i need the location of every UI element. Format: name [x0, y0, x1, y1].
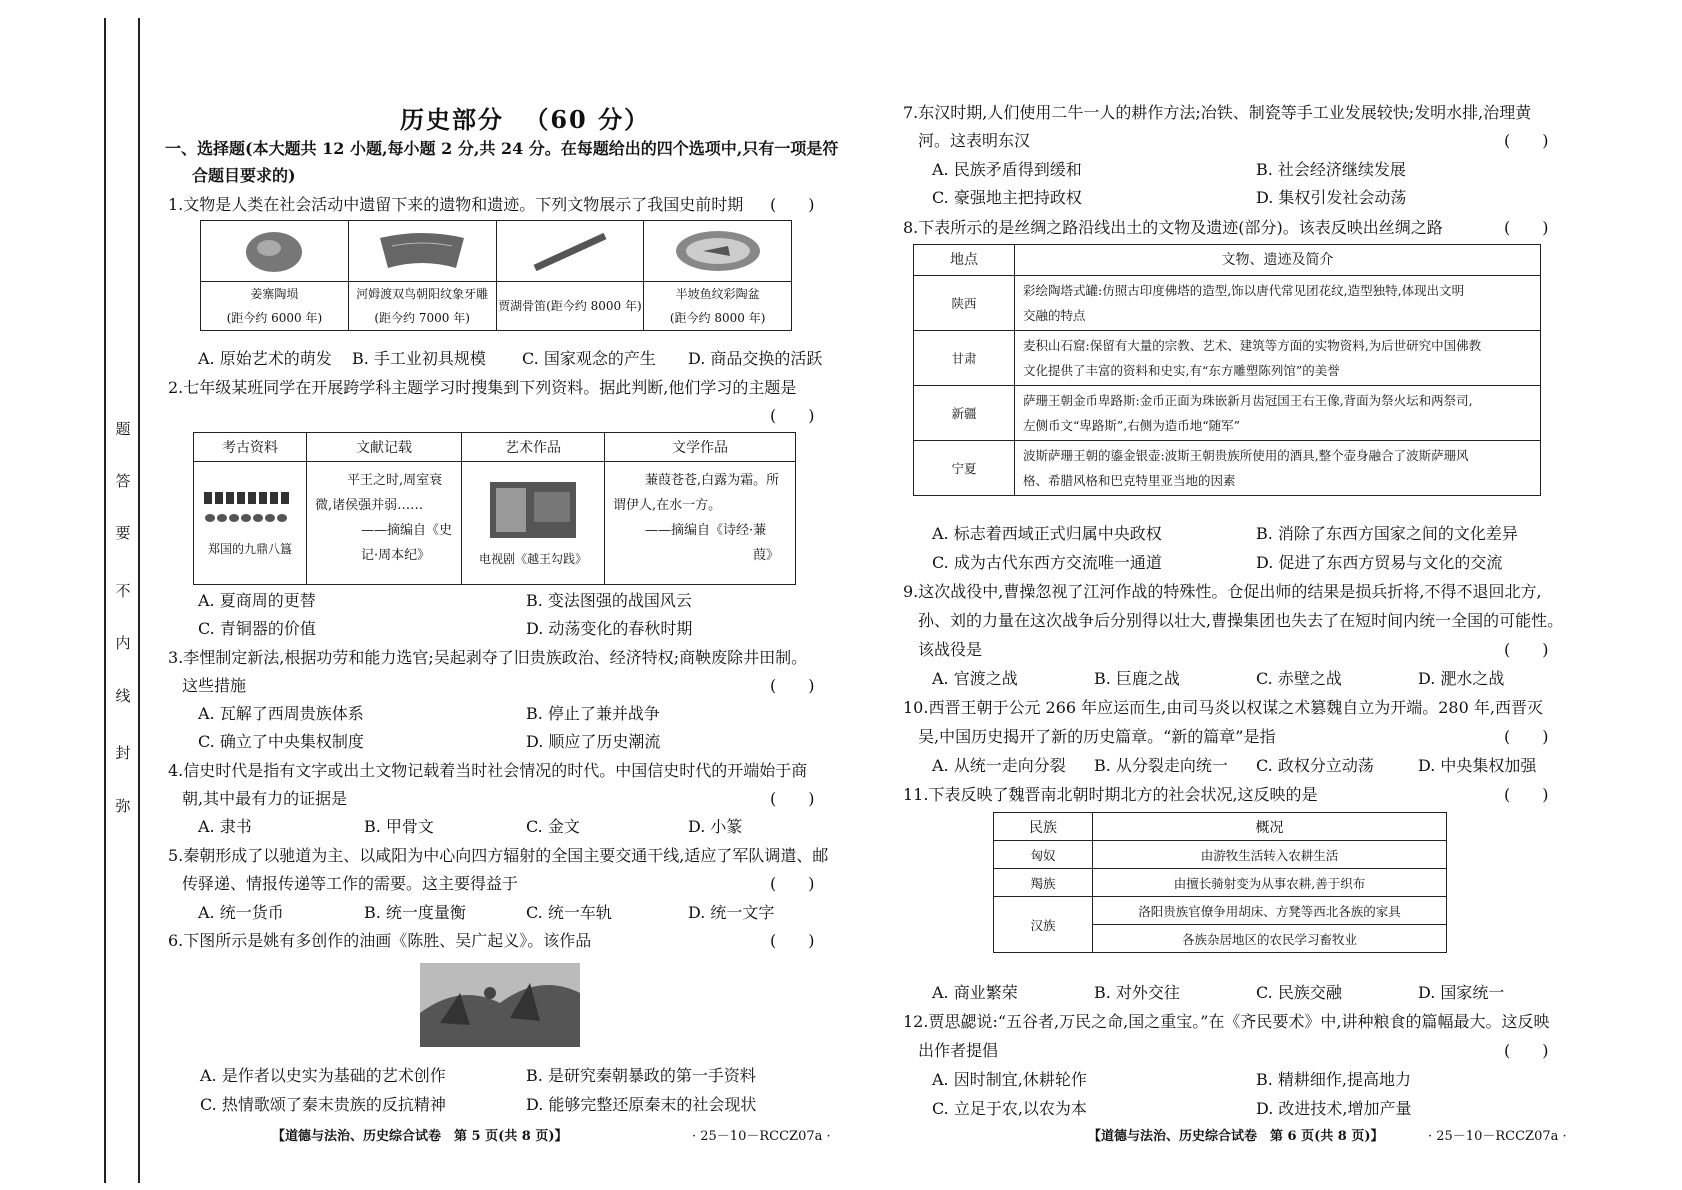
q3-option-a[interactable]: A. 瓦解了西周贵族体系 — [198, 704, 364, 723]
seal-char: 要 — [115, 524, 131, 542]
q2-header: 艺术作品 — [462, 433, 605, 462]
table-row — [914, 276, 1541, 331]
ethnic-group: 匈奴 — [994, 841, 1093, 869]
artifact-name: 贾湖骨笛(距今约 8000 年) — [498, 299, 642, 313]
q12-option-d[interactable]: D. 改进技术,增加产量 — [1256, 1099, 1412, 1118]
q10-option-d[interactable]: D. 中央集权加强 — [1418, 756, 1537, 775]
question-4-cont: 朝,其中最有力的证据是 — [182, 789, 348, 808]
q11-header: 民族 — [994, 813, 1093, 841]
page-footer: 【道德与法治、历史综合试卷 第 5 页(共 8 页)】 — [272, 1129, 568, 1144]
question-12-cont: 出作者提倡 — [918, 1041, 999, 1060]
q2-option-b[interactable]: B. 变法图强的战国风云 — [526, 591, 692, 610]
q1-caption — [348, 282, 496, 331]
seal-char: 弥 — [115, 797, 131, 815]
answer-paren: ( ) — [1504, 218, 1549, 237]
archaeology-caption: 郑国的九鼎八簋 — [207, 542, 292, 556]
q6-option-a[interactable]: A. 是作者以史实为基础的艺术创作 — [200, 1066, 446, 1085]
seal-char: 题 — [115, 420, 131, 438]
question-9-cont: 孙、刘的力量在这次战争后分别得以壮大,曹操集团也失去了在短时间内统一全国的可能性。 — [918, 611, 1564, 630]
q7-option-c[interactable]: C. 豪强地主把持政权 — [932, 188, 1082, 207]
q9-option-b[interactable]: B. 巨鹿之战 — [1094, 669, 1180, 688]
question-7: 7.东汉时期,人们使用二牛一人的耕作方法;冶铁、制瓷等手工业发展较快;发明水排,治理黄 — [903, 103, 1532, 122]
document-source: 记·周本纪》 — [361, 548, 431, 563]
q3-option-d[interactable]: D. 顺应了历史潮流 — [526, 732, 661, 751]
q5-option-c[interactable]: C. 统一车轨 — [526, 903, 612, 922]
pottery-xun-image — [239, 228, 309, 274]
question-5-cont: 传驿递、情报传递等工作的需要。这主要得益于 — [182, 874, 519, 893]
q4-option-c[interactable]: C. 金文 — [526, 817, 580, 836]
q8-desc-line: 彩绘陶塔式罐:仿照古印度佛塔的造型,饰以唐代常见团花纹,造型独特,体现出文明 — [1023, 283, 1465, 298]
painted-basin-image — [668, 228, 768, 274]
q8-desc — [1015, 331, 1541, 386]
seal-char: 内 — [115, 634, 131, 652]
q8-desc — [1015, 386, 1541, 441]
question-3-cont: 这些措施 — [182, 676, 247, 695]
q1-table — [200, 220, 792, 331]
q2-header: 文献记载 — [307, 433, 462, 462]
q9-option-a[interactable]: A. 官渡之战 — [932, 669, 1018, 688]
q8-desc — [1015, 276, 1541, 331]
paper-code: · 25－10－RCCZ07a · — [1428, 1129, 1567, 1144]
q11-table — [993, 812, 1447, 953]
q9-option-c[interactable]: C. 赤壁之战 — [1256, 669, 1342, 688]
literature-text: 谓伊人,在水一方。 — [613, 498, 722, 513]
question-9-cont: 该战役是 — [918, 640, 983, 659]
q12-option-c[interactable]: C. 立足于农,以农为本 — [932, 1099, 1087, 1118]
artifact-date: (距今约 6000 年) — [226, 311, 323, 325]
q8-desc-line: 交融的特点 — [1023, 308, 1086, 323]
q8-desc-line: 萨珊王朝金币卑路斯:金币正面为珠嵌新月齿冠国王右王像,背面为祭火坛和两祭司, — [1023, 393, 1473, 408]
seal-char: 答 — [115, 472, 131, 490]
q3-option-b[interactable]: B. 停止了兼并战争 — [526, 704, 660, 723]
q6-option-b[interactable]: B. 是研究秦朝暴政的第一手资料 — [526, 1066, 756, 1085]
ethnic-summary: 洛阳贵族官僚争用胡床、方凳等西北各族的家具 — [1093, 897, 1447, 925]
q11-header: 概况 — [1093, 813, 1447, 841]
q2-table — [193, 432, 796, 585]
q2-literature-cell — [605, 462, 796, 585]
table-row — [994, 897, 1447, 925]
q8-desc-line: 波斯萨珊王朝的鎏金银壶:波斯王朝贵族所使用的酒具,整个壶身融合了波斯萨珊风 — [1023, 448, 1469, 463]
artifact-name: 半坡鱼纹彩陶盆 — [675, 287, 760, 301]
q1-option-a[interactable]: A. 原始艺术的萌发 — [198, 349, 332, 368]
table-row — [994, 869, 1447, 897]
question-9: 9.这次战役中,曹操忽视了江河作战的特殊性。仓促出师的结果是损兵折将,不得不退回北方, — [903, 582, 1542, 601]
q1-image-cell — [644, 221, 792, 282]
q1-caption — [496, 282, 644, 331]
question-4: 4.信史时代是指有文字或出土文物记载着当时社会情况的时代。中国信史时代的开端始于商 — [168, 761, 808, 780]
q2-document-cell — [307, 462, 462, 585]
question-8: 8.下表所示的是丝绸之路沿线出土的文物及遗迹(部分)。该表反映出丝绸之路 — [903, 218, 1443, 237]
q1-image-cell — [348, 221, 496, 282]
section-heading-cont: 合题目要求的) — [192, 166, 296, 185]
ethnic-summary: 由擅长骑射变为从事农耕,善于织布 — [1093, 869, 1447, 897]
q8-place: 宁夏 — [914, 441, 1015, 496]
q1-option-d[interactable]: D. 商品交换的活跃 — [688, 349, 823, 368]
question-3: 3.李悝制定新法,根据功劳和能力选官;吴起剥夺了旧贵族政治、经济特权;商鞅废除井田制。 — [168, 648, 808, 667]
q5-option-a[interactable]: A. 统一货币 — [198, 903, 284, 922]
artifact-name: 姜寨陶埙 — [250, 287, 299, 301]
q1-image-cell — [201, 221, 349, 282]
question-2: 2.七年级某班同学在开展跨学科主题学习时搜集到下列资料。据此判断,他们学习的主题是 — [168, 378, 797, 397]
q8-desc-line: 麦积山石窟:保留有大量的宗教、艺术、建筑等方面的实物资料,为后世研究中国佛教 — [1023, 338, 1482, 353]
q2-header: 文学作品 — [605, 433, 796, 462]
q10-option-a[interactable]: A. 从统一走向分裂 — [932, 756, 1066, 775]
q2-option-d[interactable]: D. 动荡变化的春秋时期 — [526, 619, 693, 638]
bronze-vessels-image — [202, 488, 298, 528]
q8-table — [913, 244, 1541, 496]
artifact-date: (距今约 8000 年) — [669, 311, 766, 325]
ethnic-group: 羯族 — [994, 869, 1093, 897]
answer-paren: ( ) — [1504, 727, 1549, 746]
art-caption: 电视剧《越王勾践》 — [478, 552, 587, 566]
binding-margin — [0, 0, 150, 1190]
answer-paren: ( ) — [770, 676, 815, 695]
title-text: 历史部分 — [400, 105, 504, 134]
q7-option-d[interactable]: D. 集权引发社会动荡 — [1256, 188, 1407, 207]
oil-painting-image — [420, 963, 580, 1047]
question-10: 10.西晋王朝于公元 266 年应运而生,由司马炎以权谋之术篡魏自立为开端。280 年,西晋灭 — [903, 698, 1543, 717]
binding-line-2 — [138, 18, 140, 1183]
q9-option-d[interactable]: D. 淝水之战 — [1418, 669, 1505, 688]
page-footer: 【道德与法治、历史综合试卷 第 6 页(共 8 页)】 — [1088, 1129, 1384, 1144]
bone-flute-image — [520, 228, 620, 274]
q3-option-c[interactable]: C. 确立了中央集权制度 — [198, 732, 364, 751]
q8-option-c[interactable]: C. 成为古代东西方交流唯一通道 — [932, 553, 1162, 572]
q2-header: 考古资料 — [194, 433, 307, 462]
q5-option-b[interactable]: B. 统一度量衡 — [364, 903, 466, 922]
q8-place: 甘肃 — [914, 331, 1015, 386]
q8-option-d[interactable]: D. 促进了东西方贸易与文化的交流 — [1256, 553, 1503, 572]
answer-paren: ( ) — [770, 874, 815, 893]
literature-source: ——摘编自《诗经·蒹 — [645, 523, 767, 538]
literature-text: 蒹葭苍苍,白露为霜。所 — [645, 473, 780, 488]
tv-drama-still-image — [490, 482, 576, 538]
q2-option-c[interactable]: C. 青铜器的价值 — [198, 619, 316, 638]
table-row — [914, 441, 1541, 496]
q4-option-a[interactable]: A. 隶书 — [198, 817, 252, 836]
q2-art-cell — [462, 462, 605, 585]
answer-paren: ( ) — [1504, 640, 1549, 659]
question-1: 1.文物是人类在社会活动中遗留下来的遗物和遗迹。下列文物展示了我国史前时期 — [168, 195, 744, 214]
q1-caption — [644, 282, 792, 331]
question-5: 5.秦朝形成了以驰道为主、以咸阳为中心向四方辐射的全国主要交通干线,适应了军队调遣、邮 — [168, 846, 829, 865]
q12-option-a[interactable]: A. 因时制宜,休耕轮作 — [932, 1070, 1087, 1089]
question-7-cont: 河。这表明东汉 — [918, 131, 1031, 150]
q1-image-cell — [496, 221, 644, 282]
table-row — [994, 841, 1447, 869]
q7-option-b[interactable]: B. 社会经济继续发展 — [1256, 160, 1406, 179]
q11-option-b[interactable]: B. 对外交往 — [1094, 983, 1180, 1002]
ethnic-summary: 由游牧生活转入农耕生活 — [1093, 841, 1447, 869]
literature-source: 葭》 — [753, 548, 780, 563]
q8-desc-line: 左侧币文“卑路斯”,右侧为造币地“随军” — [1023, 418, 1241, 433]
answer-paren: ( ) — [1504, 785, 1549, 804]
answer-paren: ( ) — [770, 406, 815, 425]
ivory-carving-image — [372, 228, 472, 274]
answer-paren: ( ) — [770, 931, 815, 950]
q8-desc-line: 文化提供了丰富的资料和史实,有“东方雕塑陈列馆”的美誉 — [1023, 363, 1340, 378]
question-10-cont: 吴,中国历史揭开了新的历史篇章。“新的篇章”是指 — [918, 727, 1276, 746]
q8-place: 陕西 — [914, 276, 1015, 331]
q11-option-d[interactable]: D. 国家统一 — [1418, 983, 1505, 1002]
q11-option-c[interactable]: C. 民族交融 — [1256, 983, 1342, 1002]
document-source: ——摘编自《史 — [361, 523, 453, 538]
q10-option-b[interactable]: B. 从分裂走向统一 — [1094, 756, 1228, 775]
question-12: 12.贾思勰说:“五谷者,万民之命,国之重宝。”在《齐民要术》中,讲种粮食的篇幅最大。这反映 — [903, 1012, 1550, 1031]
q1-option-b[interactable]: B. 手工业初具规模 — [352, 349, 486, 368]
table-row — [914, 331, 1541, 386]
q2-option-a[interactable]: A. 夏商周的更替 — [198, 591, 316, 610]
question-6: 6.下图所示是姚有多创作的油画《陈胜、吴广起义》。该作品 — [168, 931, 592, 950]
page-title — [400, 100, 650, 135]
q1-caption — [201, 282, 349, 331]
answer-paren: ( ) — [770, 789, 815, 808]
table-row — [914, 386, 1541, 441]
q8-header: 文物、遗迹及简介 — [1015, 245, 1541, 276]
binding-line-1 — [104, 18, 106, 1183]
answer-paren: ( ) — [1504, 131, 1549, 150]
seal-char: 不 — [115, 582, 131, 600]
q7-option-a[interactable]: A. 民族矛盾得到缓和 — [932, 160, 1082, 179]
q6-option-d[interactable]: D. 能够完整还原秦末的社会现状 — [526, 1095, 757, 1114]
section-heading: 一、选择题(本大题共 12 小题,每小题 2 分,共 24 分。在每题给出的四个选项中,只有一项是符 — [165, 139, 839, 158]
artifact-name: 河姆渡双鸟朝阳纹象牙雕 — [356, 287, 489, 301]
document-text: 微,诸侯强并弱…… — [315, 498, 424, 513]
document-text: 平王之时,周室衰 — [347, 473, 443, 488]
q12-option-b[interactable]: B. 精耕细作,提高地力 — [1256, 1070, 1412, 1089]
paper-code: · 25－10－RCCZ07a · — [692, 1129, 831, 1144]
q4-option-d[interactable]: D. 小篆 — [688, 817, 743, 836]
q6-option-c[interactable]: C. 热情歌颂了秦末贵族的反抗精神 — [200, 1095, 446, 1114]
artifact-date: (距今约 7000 年) — [374, 311, 470, 325]
seal-char: 线 — [115, 687, 131, 705]
q10-option-c[interactable]: C. 政权分立动荡 — [1256, 756, 1374, 775]
q8-place: 新疆 — [914, 386, 1015, 441]
q8-header: 地点 — [914, 245, 1015, 276]
score-text: （60 分） — [524, 105, 651, 134]
answer-paren: ( ) — [1504, 1041, 1549, 1060]
q8-desc — [1015, 441, 1541, 496]
answer-paren: ( ) — [770, 195, 815, 214]
q8-option-a[interactable]: A. 标志着西域正式归属中央政权 — [932, 524, 1162, 543]
ethnic-group: 汉族 — [994, 897, 1093, 953]
q4-option-b[interactable]: B. 甲骨文 — [364, 817, 434, 836]
q5-option-d[interactable]: D. 统一文字 — [688, 903, 775, 922]
q2-archaeology-cell — [194, 462, 307, 585]
seal-char: 封 — [115, 744, 131, 762]
ethnic-summary: 各族杂居地区的农民学习畜牧业 — [1093, 925, 1447, 953]
q11-option-a[interactable]: A. 商业繁荣 — [932, 983, 1018, 1002]
q1-option-c[interactable]: C. 国家观念的产生 — [522, 349, 656, 368]
q8-option-b[interactable]: B. 消除了东西方国家之间的文化差异 — [1256, 524, 1518, 543]
q8-desc-line: 格、希腊风格和巴克特里亚当地的因素 — [1023, 473, 1236, 488]
question-11: 11.下表反映了魏晋南北朝时期北方的社会状况,这反映的是 — [903, 785, 1318, 804]
